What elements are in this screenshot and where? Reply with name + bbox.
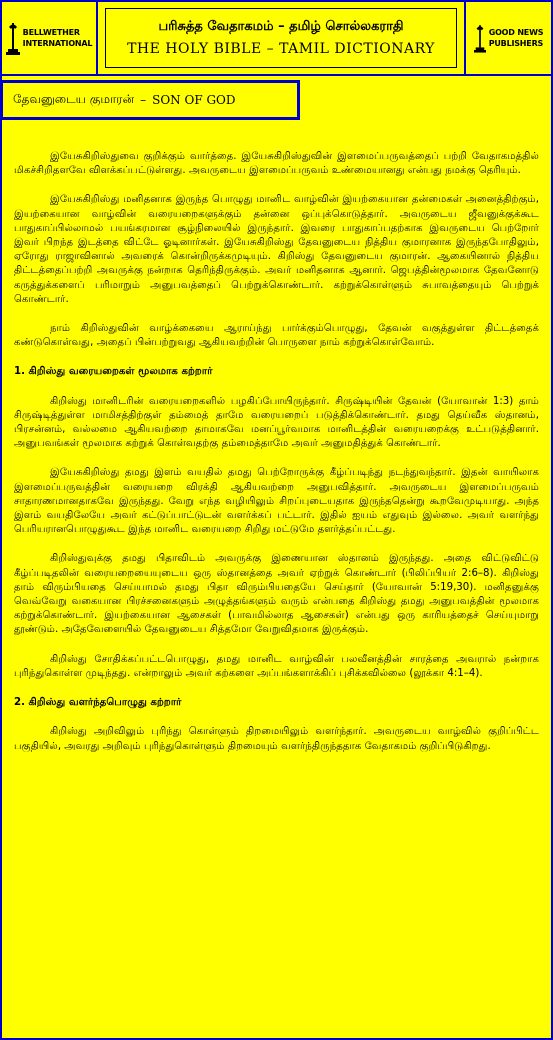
paragraph: கிறிஸ்து சோதிக்கப்பட்டபொழுது, தமது மானிட வாழ்வின் பலவீனத்தின் சாரத்தை அவரால் நன்றாக புரிந்துகொள்ள முடிந்தது. என்றாலும் அவர் கற்களை அப்பங்களாக்கிப் புசிக்கவில்லை (லூக்கா 4:1–4). bbox=[14, 653, 539, 679]
section-heading: 1. கிறிஸ்து வரையறைகள் மூலமாக கற்றார் bbox=[14, 366, 213, 378]
paragraph: இயேசுகிறிஸ்து தமது இளம் வயதில் தமது பெற்றோருக்கு கீழ்ப்படிந்து நடந்துவந்தார். இதன் வாயிலாக இளமைப்பருவத்தின் வரையறை விரக்தி ஆகியவற்றை அனுபவித்தார். அவருடைய இளமைப்பருவம் சாதாரணமானதாகவே இருந்தது. வேறு எந்த வழியிலும் சிறப்புடையதாக இருந்ததென்று கூறவேமுடியாது. அந்த இளம் வயதிலேயே அவர் கட்டுப்பாட்டுடன் வளர்க்கப் பட்டார். இதில் ஐயம் எதுவும் இல்லை. அவர் வளர்ந்து பெரியரானபொழுதுகூட இந்த மானிட வரையறை சிறிது மட்டுமே தளர்த்தப்பட்டது. bbox=[14, 467, 539, 536]
header bbox=[0, 0, 553, 80]
paragraph: இயேசுகிறிஸ்துவை குறிக்கும் வார்த்தை. இயேசுகிறிஸ்துவின் இளமைப்பருவத்தைப் பற்றி வேதாகமத்தில் மிகச்சிறிதளவே விளக்கப்பட்டுள்ளது. அவருடைய இளமைப்பருவம் உண்மையானது என்பது நமக்கு தெரியும். bbox=[14, 151, 539, 177]
subject-tamil: தேவனுடைய குமாரன் bbox=[13, 92, 135, 106]
section-heading: 2. கிறிஸ்து வளர்ந்தபொழுது கற்றார் bbox=[14, 697, 182, 709]
paragraph: கிறிஸ்து மானிடரின் வரையறைகளில் பழகிப்போயிருந்தார். சிருஷ்டியின் தேவன் (யோவான் 1:3) தாம் சிருஷ்டித்துள்ள மாமிசத்திற்குள் தம்மைத் தாமே வரையறைப் படுத்திக்கொண்டார். தமது தெய்வீக ஸ்தானம், பிரசன்னம், வல்லமை ஆகியவற்றை தாமாகவே மனப்பூர்வமாக மானிடத்தின் வரையறைக்கு உட்படுத்தினார். அனுபவங்கள் மூலமாக கற்றுக் கொள்வதற்கு தம்மைத்தாமே அவர் அனுமதித்துக் கொண்டார். bbox=[14, 395, 539, 450]
subject-english: SON OF GOD bbox=[152, 93, 236, 107]
subject-heading bbox=[0, 80, 300, 120]
paragraph: நாம் கிறிஸ்துவின் வாழ்க்கையை ஆராய்ந்து பார்க்கும்பொழுது, தேவன் வகுத்துள்ள திட்டத்தைக் கண்டுகொள்வது, அதைப் பின்பற்றுவது ஆகியவற்றின் பொருளை நாம் கற்றுக்கொள்வோம். bbox=[14, 323, 539, 349]
paragraph: கிறிஸ்து அறிவிலும் புரிந்து கொள்ளும் திறமையிலும் வளர்ந்தார். அவருடைய வாழ்வில் குறிப்பிட்ட பகுதியில், அவரது அறிவும் புரிந்துகொள்ளும் திறமையும் வளர்ந்திருந்ததாக வேதாகமம் குறிப்பிடுகிறது. bbox=[14, 726, 539, 752]
paragraph: கிறிஸ்துவுக்கு தமது பிதாவிடம் அவருக்கு இணையான ஸ்தானம் இருந்தது. அதை விட்டுவிட்டு கீழ்ப்படிதலின் வரையறையையுடைய ஒரு ஸ்தானத்தை அவர் ஏற்றுக் கொண்டார் (பிலிப்பியர் 2:6–8). கிறிஸ்து தாம் விரும்பியதை செய்யாமல் தமது பிதா விரும்பியதையே செய்தார் (யோவான் 5:19,30). மனிதனுக்கு வெவ்வேறு வகையான பிரச்சனைகளும் அழுத்தங்களும் வரும் என்பதை கிறிஸ்து தமது அனுபவத்தின் மூலமாக கற்றுக்கொண்டார். இயற்கையான ஆசைகள் (பாவமில்லாத ஆசைகள்) என்பது ஒரு காரியத்தைச் செய்யுமாறு தூண்டும். அதேவேளையில் தேவனுடைய சித்தமோ வேறுவிதமாக இருக்கும். bbox=[14, 553, 539, 636]
right-logo-line1: GOOD NEWS bbox=[488, 28, 544, 37]
subject-separator: – bbox=[140, 93, 147, 107]
paragraph: இயேசுகிறிஸ்து மனிதனாக இருந்த பொழுது மானிட வாழ்வின் இயற்கையான தன்மைகள் அனைத்திற்கும், இயற்கையான வாழ்வின் வரையறைகளுக்கும் தன்னை ஒப்புக்கொடுத்தார். அவருடைய ஜீவனுக்குக்கூட பாதுகாப்பில்லாமல் பயங்கரமான சூழ்நிலையில் இருந்தார். இவரை பாதுகாப்பதற்காக இவருடைய பெற்றோர் இவர் பிறந்த இடத்தை விட்டே ஓடினார்கள். இயேசுகிறிஸ்து தேவனுடைய நித்திய குமாரனாக இருந்தபோதிலும், ஏரோது ராஜாவினால் அவரைக் கொன்றிருக்கமுடியும். கிறிஸ்து தேவனுடைய குமாரன். ஆகையினால் நித்திய திட்டத்தைப்பற்றி அவருக்கு நன்றாக தெரிந்திருக்கும். அவர் மனிதனாக ஆனார். ஜெபத்தின்மூலமாக தேவனோடு கருத்துக்களைப் பரிமாறும் அனுபவத்தைப் பெற்றுக்கொண்டார். கற்றுக்கொள்ளும் சுபாவத்தையும் பெற்றுக் கொண்டார். bbox=[14, 194, 539, 305]
article-body bbox=[14, 150, 539, 769]
title-tamil: பரிசுத்த வேதாகமம் – தமிழ் சொல்லகராதி bbox=[158, 19, 404, 34]
left-logo-line1: BELLWETHER bbox=[22, 28, 80, 37]
good-news-logo bbox=[464, 0, 553, 76]
left-logo-line2: INTERNATIONAL bbox=[22, 39, 93, 48]
title-english: THE HOLY BIBLE – TAMIL DICTIONARY bbox=[127, 41, 435, 57]
lamp-stand-icon bbox=[6, 21, 20, 55]
lamp-stand-icon bbox=[474, 21, 486, 55]
bellwether-logo bbox=[0, 0, 98, 76]
title-box bbox=[98, 0, 464, 76]
right-logo-line2: PUBLISHERS bbox=[488, 39, 544, 48]
